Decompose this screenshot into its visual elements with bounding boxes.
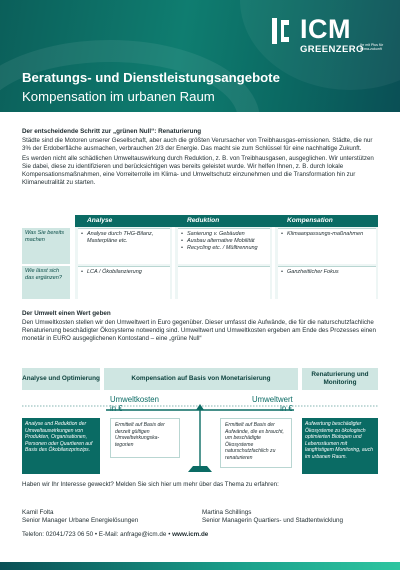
list-item: • Ganzheitlicher Fokus — [281, 269, 373, 276]
paragraph: Es werden nicht alle schädlichen Umweltauswirkung durch Reduktion, z. B. von Treibhausgasen, ausgeglichen. Wir unterstützen Sie dabei, diese zu identifizieren und berücksichtigen was bereits geleistet wurde. Wir helfen Ihnen, z. B. durch lokale Kompensationsmaßnahmen, eine Vorreiterrolle im Klima- und Umweltschutz einzunehmen und die Transformation hin zur Klimaneutralität zu starten. — [22, 154, 374, 187]
section-heading: Der Umwelt einen Wert geben — [22, 310, 111, 317]
separator: • — [168, 531, 171, 538]
column-header-reduktion: Reduktion — [187, 216, 220, 224]
diagram-header-renaturierung: Renaturierung und Monitoring — [302, 368, 378, 390]
analyse-box: Analyse und Reduktion der Umweltauswirkungen von Produkten, Organisationen, Personen oder Quartieren auf Basis des Ökobilanzprinzips. — [22, 418, 100, 474]
list-item: • Sanierung v. Gebäuden — [181, 231, 267, 238]
icm-logo — [270, 14, 382, 58]
bottom-bar — [0, 562, 400, 570]
paragraph: Den Umweltkosten stellen wir den Umweltwert in Euro gegenüber. Dieser umfasst die Aufwände, die für die naturschutzfachliche Renaturierung beschädigter Ökosysteme notwendig sind. Umweltwert und Umweltkosten ergeben am Ende des Prozesses einen monetär in EURO ausgeglichenen Kontostand – eine „grüne Null“ — [22, 318, 376, 342]
contact-role: Senior Managerin Quartiers- und Stadtentwicklung — [202, 517, 344, 525]
row-label: Wie lässt sich das ergänzen? — [22, 266, 70, 299]
column-header-analyse: Analyse — [87, 216, 113, 224]
website-link[interactable]: www.icm.de — [172, 531, 209, 538]
section-umweltwert — [22, 310, 378, 345]
separator: • — [94, 531, 98, 538]
contact-name: Martina Schillings — [202, 509, 252, 516]
page-subtitle: Kompensation im urbanen Raum — [22, 89, 215, 104]
logo-mark-icon — [270, 16, 292, 46]
renaturierung-box: Aufwertung beschädigter Ökosysteme zu ökologisch optimierten Biotopen und Lebensräumen mit langfristigem Monitoring, auch im urbanen Raum. — [302, 418, 378, 474]
umweltwert-box: Ermittelt auf Basis der Aufwände, die es braucht, um beschädigte Ökosysteme naturschutzfachlich zu renaturieren — [220, 418, 292, 468]
contact-question: Haben wir Ihr Interesse geweckt? Melden Sie sich hier um mehr über das Thema zu erfahren: — [22, 481, 279, 488]
diagram-header-analyse: Analyse und Optimierung — [22, 368, 100, 390]
umweltkosten-box: Ermittelt auf Basis der derzeit gültigen Umweltwirkungska-tegorien — [110, 418, 180, 458]
list-item: • LCA / Ökobilanzierung — [81, 269, 167, 276]
contact-person — [22, 509, 138, 525]
table-cell — [178, 228, 270, 264]
section-renaturierung — [22, 128, 378, 189]
paragraph: Städte sind die Motoren unserer Gesellschaft, aber auch die größten Verursacher von Treibhausgas-emissionen. Städte, die nur 3% der Erdoberfläche ausmachen, verbrauchen 2/3 der Energie. Das macht sie zum Schlüssel für eine nachhaltige Zukunft. — [22, 136, 373, 152]
email-link[interactable]: E-Mail: anfrage@icm.de — [98, 531, 167, 538]
umweltwert-label: Umweltwert in € — [252, 395, 293, 413]
process-diagram — [22, 368, 378, 476]
logo-subtext: GREENZERO — [300, 44, 364, 55]
table-cell — [178, 266, 270, 299]
umweltkosten-label: Umweltkosten in € — [110, 395, 159, 413]
column-header-kompensation: Kompensation — [287, 216, 333, 224]
contact-line — [22, 531, 208, 538]
table-cell — [78, 266, 170, 299]
contact-person — [202, 509, 343, 525]
section-heading: Der entscheidende Schritt zur „grünen Null“: Renaturierung — [22, 128, 202, 135]
table-header — [75, 215, 378, 227]
logo-tagline: Ihr mit Plus für Klima-zukunft — [360, 43, 384, 52]
diagram-header-kompensation: Kompensation auf Basis von Monetarisierung — [104, 368, 298, 390]
page-title: Beratungs- und Dienstleistungsangebote — [22, 70, 280, 85]
list-item: • Analyse durch THG-Bilanz, Masterpläne etc. — [81, 231, 167, 245]
header-banner — [0, 0, 400, 112]
list-item: • Ausbau alternative Mobilität — [181, 238, 267, 245]
contact-name: Kamil Folta — [22, 509, 54, 516]
logo-text: ICM — [300, 14, 351, 44]
contact-role: Senior Manager Urbane Energielösungen — [22, 517, 139, 525]
services-table — [22, 215, 378, 299]
table-cell — [278, 228, 376, 264]
phone-number[interactable]: Telefon: 02041/723 06 50 — [22, 531, 94, 538]
table-cell — [278, 266, 376, 299]
table-cell — [78, 228, 170, 264]
list-item: • Recycling etc. / Mülltrennung — [181, 245, 267, 252]
contact-footer — [22, 481, 378, 538]
list-item: • Klimaanpassungs-maßnahmen — [281, 231, 373, 238]
row-label: Was Sie bereits machen — [22, 228, 70, 264]
